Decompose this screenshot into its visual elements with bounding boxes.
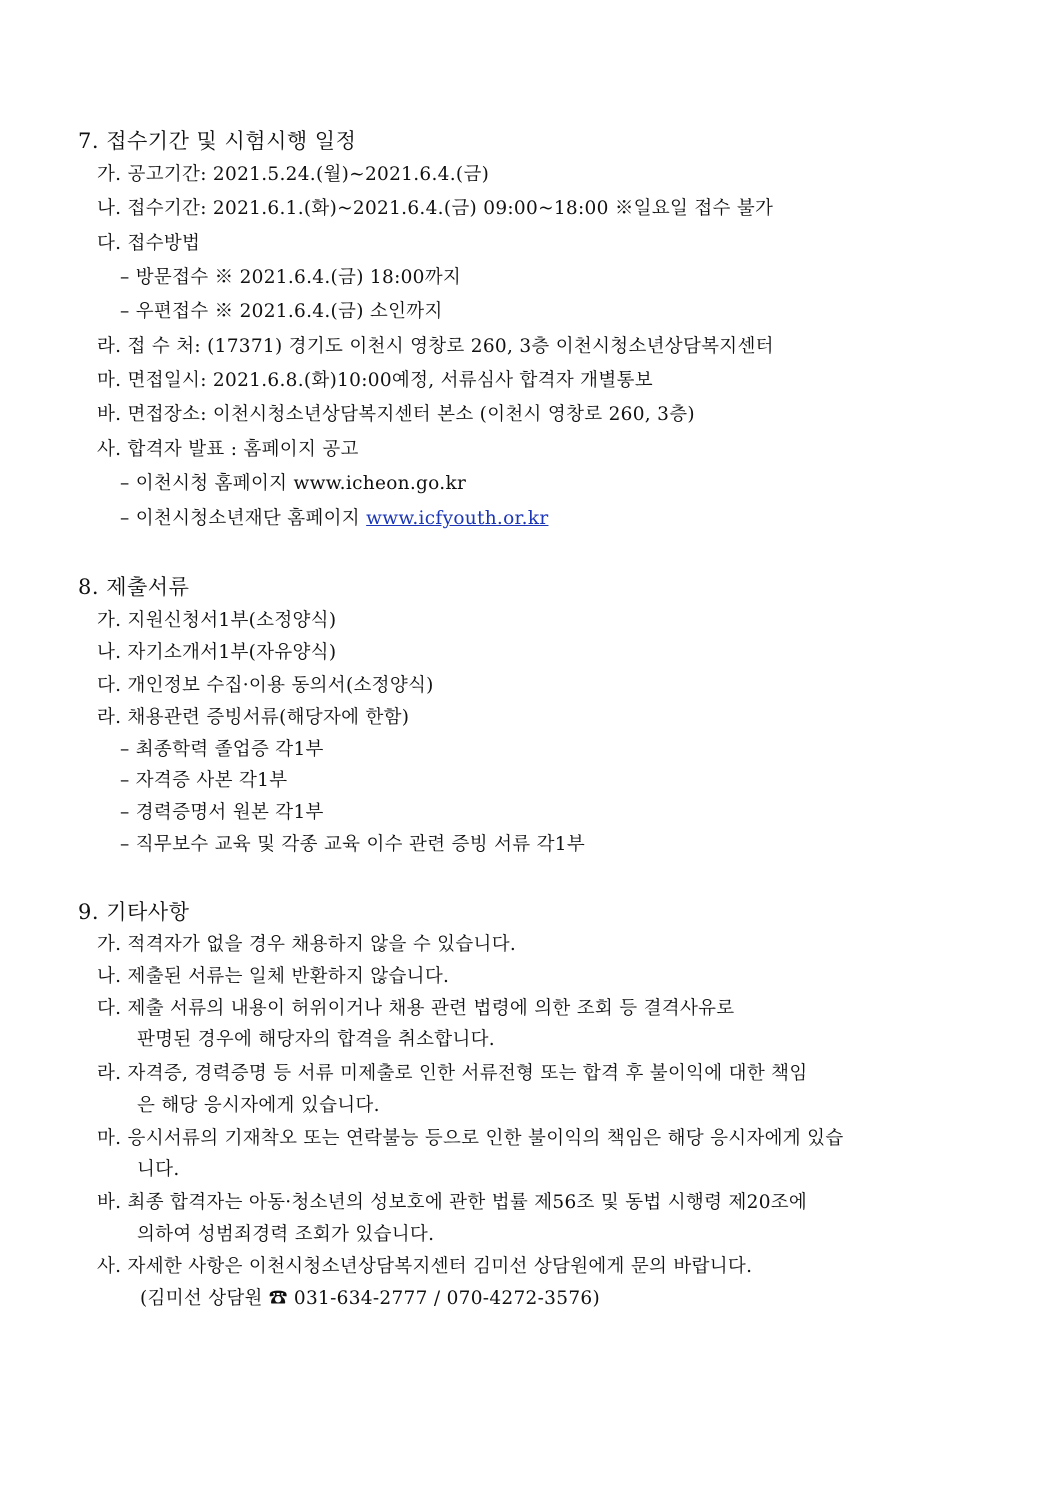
- s8-line-application-form: 가. 지원신청서1부(소정양식): [97, 610, 337, 631]
- s7-line-application-place: 라. 접 수 처: (17371) 경기도 이천시 영창로 260, 3층 이천시청소년상담복지센터: [97, 336, 774, 357]
- s9-line-unsubmitted-cont: 은 해당 응시자에게 있습니다.: [137, 1095, 380, 1116]
- s7-line-interview-date: 마. 면접일시: 2021.6.8.(화)10:00예정, 서류심사 합격자 개별통보: [97, 370, 653, 391]
- s9-line-no-qualified: 가. 적격자가 없을 경우 채용하지 않을 수 있습니다.: [97, 934, 517, 955]
- s7-line-result-announcement: 사. 합격자 발표 : 홈페이지 공고: [97, 439, 359, 460]
- s9-line-false-content-cont: 판명된 경우에 해당자의 합격을 취소합니다.: [137, 1029, 495, 1050]
- s7-line-application-method: 다. 접수방법: [97, 233, 201, 254]
- s8-line-diploma: – 최종학력 졸업증 각1부: [120, 739, 324, 760]
- s8-line-training-certificate: – 직무보수 교육 및 각종 교육 이수 관련 증빙 서류 각1부: [120, 834, 586, 855]
- s7-line-city-homepage: – 이천시청 홈페이지 www.icheon.go.kr: [120, 473, 467, 494]
- foundation-homepage-label: – 이천시청소년재단 홈페이지: [120, 508, 367, 529]
- s9-line-no-return: 나. 제출된 서류는 일체 반환하지 않습니다.: [97, 966, 450, 987]
- s9-line-contact: (김미선 상담원 ☎ 031-634-2777 / 070-4272-3576): [140, 1288, 600, 1309]
- section-9-title: 9. 기타사항: [78, 900, 190, 924]
- s8-line-privacy-consent: 다. 개인정보 수집·이용 동의서(소정양식): [97, 675, 434, 696]
- s9-line-criminal-check-cont: 의하여 성범죄경력 조회가 있습니다.: [137, 1224, 435, 1245]
- s8-line-license-copy: – 자격증 사본 각1부: [120, 770, 288, 791]
- s8-line-supporting-documents: 라. 채용관련 증빙서류(해당자에 한함): [97, 707, 410, 728]
- s7-line-visit-application: – 방문접수 ※ 2021.6.4.(금) 18:00까지: [120, 267, 462, 288]
- s7-line-mail-application: – 우편접수 ※ 2021.6.4.(금) 소인까지: [120, 301, 443, 322]
- s7-line-announcement-period: 가. 공고기간: 2021.5.24.(월)∼2021.6.4.(금): [97, 164, 490, 185]
- s7-line-interview-place: 바. 면접장소: 이천시청소년상담복지센터 본소 (이천시 영창로 260, 3층): [97, 404, 695, 425]
- s9-line-false-content: 다. 제출 서류의 내용이 허위이거나 채용 관련 법령에 의한 조회 등 결격사유로: [97, 998, 735, 1019]
- s9-line-entry-error: 마. 응시서류의 기재착오 또는 연락불능 등으로 인한 불이익의 책임은 해당 응시자에게 있습: [97, 1128, 844, 1149]
- section-8-title: 8. 제출서류: [78, 575, 190, 599]
- s7-line-foundation-homepage: [120, 504, 549, 530]
- s8-line-career-certificate: – 경력증명서 원본 각1부: [120, 802, 324, 823]
- s9-line-inquiry: 사. 자세한 사항은 이천시청소년상담복지센터 김미선 상담원에게 문의 바랍니다.: [97, 1256, 753, 1277]
- s9-line-unsubmitted: 라. 자격증, 경력증명 등 서류 미제출로 인한 서류전형 또는 합격 후 불이익에 대한 책임: [97, 1063, 808, 1084]
- foundation-homepage-link[interactable]: www.icfyouth.or.kr: [366, 508, 549, 529]
- s7-line-application-period: 나. 접수기간: 2021.6.1.(화)~2021.6.4.(금) 09:00~18:00 ※일요일 접수 불가: [97, 198, 774, 219]
- s9-line-entry-error-cont: 니다.: [137, 1159, 180, 1180]
- s9-line-criminal-check: 바. 최종 합격자는 아동·청소년의 성보호에 관한 법률 제56조 및 동법 시행령 제20조에: [97, 1192, 808, 1213]
- section-7-title: 7. 접수기간 및 시험시행 일정: [78, 129, 357, 153]
- s8-line-self-introduction: 나. 자기소개서1부(자유양식): [97, 642, 337, 663]
